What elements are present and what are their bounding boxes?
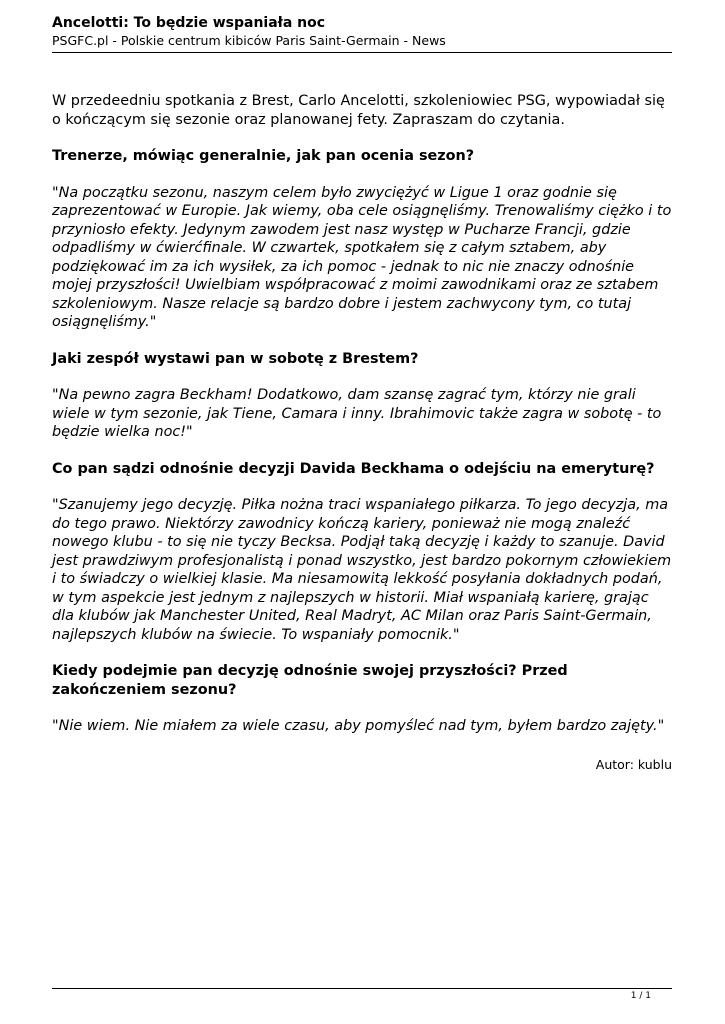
article-title: Ancelotti: To będzie wspaniała noc bbox=[52, 15, 326, 31]
question-2: Jaki zespół wystawi pan w sobotę z Brestem? bbox=[52, 350, 419, 367]
header-divider bbox=[52, 52, 672, 53]
site-subtitle: PSGFC.pl - Polskie centrum kibiców Paris Saint-Germain - News bbox=[52, 33, 446, 48]
question-1: Trenerze, mówiąc generalnie, jak pan ocenia sezon? bbox=[52, 148, 475, 164]
page-number: 1 / 1 bbox=[630, 991, 651, 1001]
answer-4: "Nie wiem. Nie miałem za wiele czasu, aby pomyśleć nad tym, byłem bardzo zajęty." bbox=[52, 718, 665, 734]
answer-3: "Szanujemy jego decyzję. Piłka nożna traci wspaniałego piłkarza. To jego decyzja, ma do tego prawo. Niektórzy zawodnicy kończą kariery, ponieważ nie mogą znaleźć nowego klubu - to się nie tyczy Becksa. Podjął taką decyzję i każdy to szanuje. David jest prawdziwym profesjonalistą i ponad wszystko, jest bardzo pokornym człowiekiem i to świadczy o wielkiej klasie. Ma niesamowitą lekkość posyłania dokładnych podań, w tym aspekcie jest jednym z najlepszych w historii. Miał wspaniałą karierę, grając dla klubów jak Manchester United, Real Madryt, AC Milan oraz Paris Saint-Germain, najlepszych klubów na świecie. To wspaniały pomocnik." bbox=[52, 497, 672, 643]
article-body bbox=[52, 92, 672, 774]
answer-2: "Na pewno zagra Beckham! Dodatkowo, dam szansę zagrać tym, którzy nie grali wiele w tym sezonie, jak Tiene, Camara i inny. Ibrahimovic także zagra w sobotę - to będzie wielka noc!" bbox=[52, 387, 662, 440]
article-intro: W przedeedniu spotkania z Brest, Carlo Ancelotti, szkoleniowiec PSG, wypowiadał się o kończącym się sezonie oraz planowanej fety. Zapraszam do czytania. bbox=[52, 93, 665, 128]
question-3: Co pan sądzi odnośnie decyzji Davida Beckhama o odejściu na emeryturę? bbox=[52, 460, 655, 477]
footer-divider bbox=[52, 988, 672, 989]
question-4: Kiedy podejmie pan decyzję odnośnie swojej przyszłości? Przed zakończeniem sezonu? bbox=[52, 663, 568, 698]
author-line: Autor: kublu bbox=[595, 756, 672, 772]
answer-1: "Na początku sezonu, naszym celem było zwyciężyć w Ligue 1 oraz godnie się zaprezentować w Europie. Jak wiemy, oba cele osiągnęliśmy. Trenowaliśmy ciężko i to przyniosło efekty. Jedynym zawodem jest nasz występ w Pucharze Francji, gdzie odpadliśmy w ćwierćfinale. W czwartek, spotkałem się z całym sztabem, aby podziękować im za ich wysiłek, za ich pomoc - jednak to nic nie znaczy odnośnie mojej przyszłości! Uwielbiam współpracować z moimi zawodnikami oraz ze sztabem szkoleniowym. Nasze relacje są bardzo dobre i jestem zachwycony tym, co tutaj osiągnęliśmy." bbox=[52, 184, 672, 330]
document-header bbox=[52, 14, 672, 49]
